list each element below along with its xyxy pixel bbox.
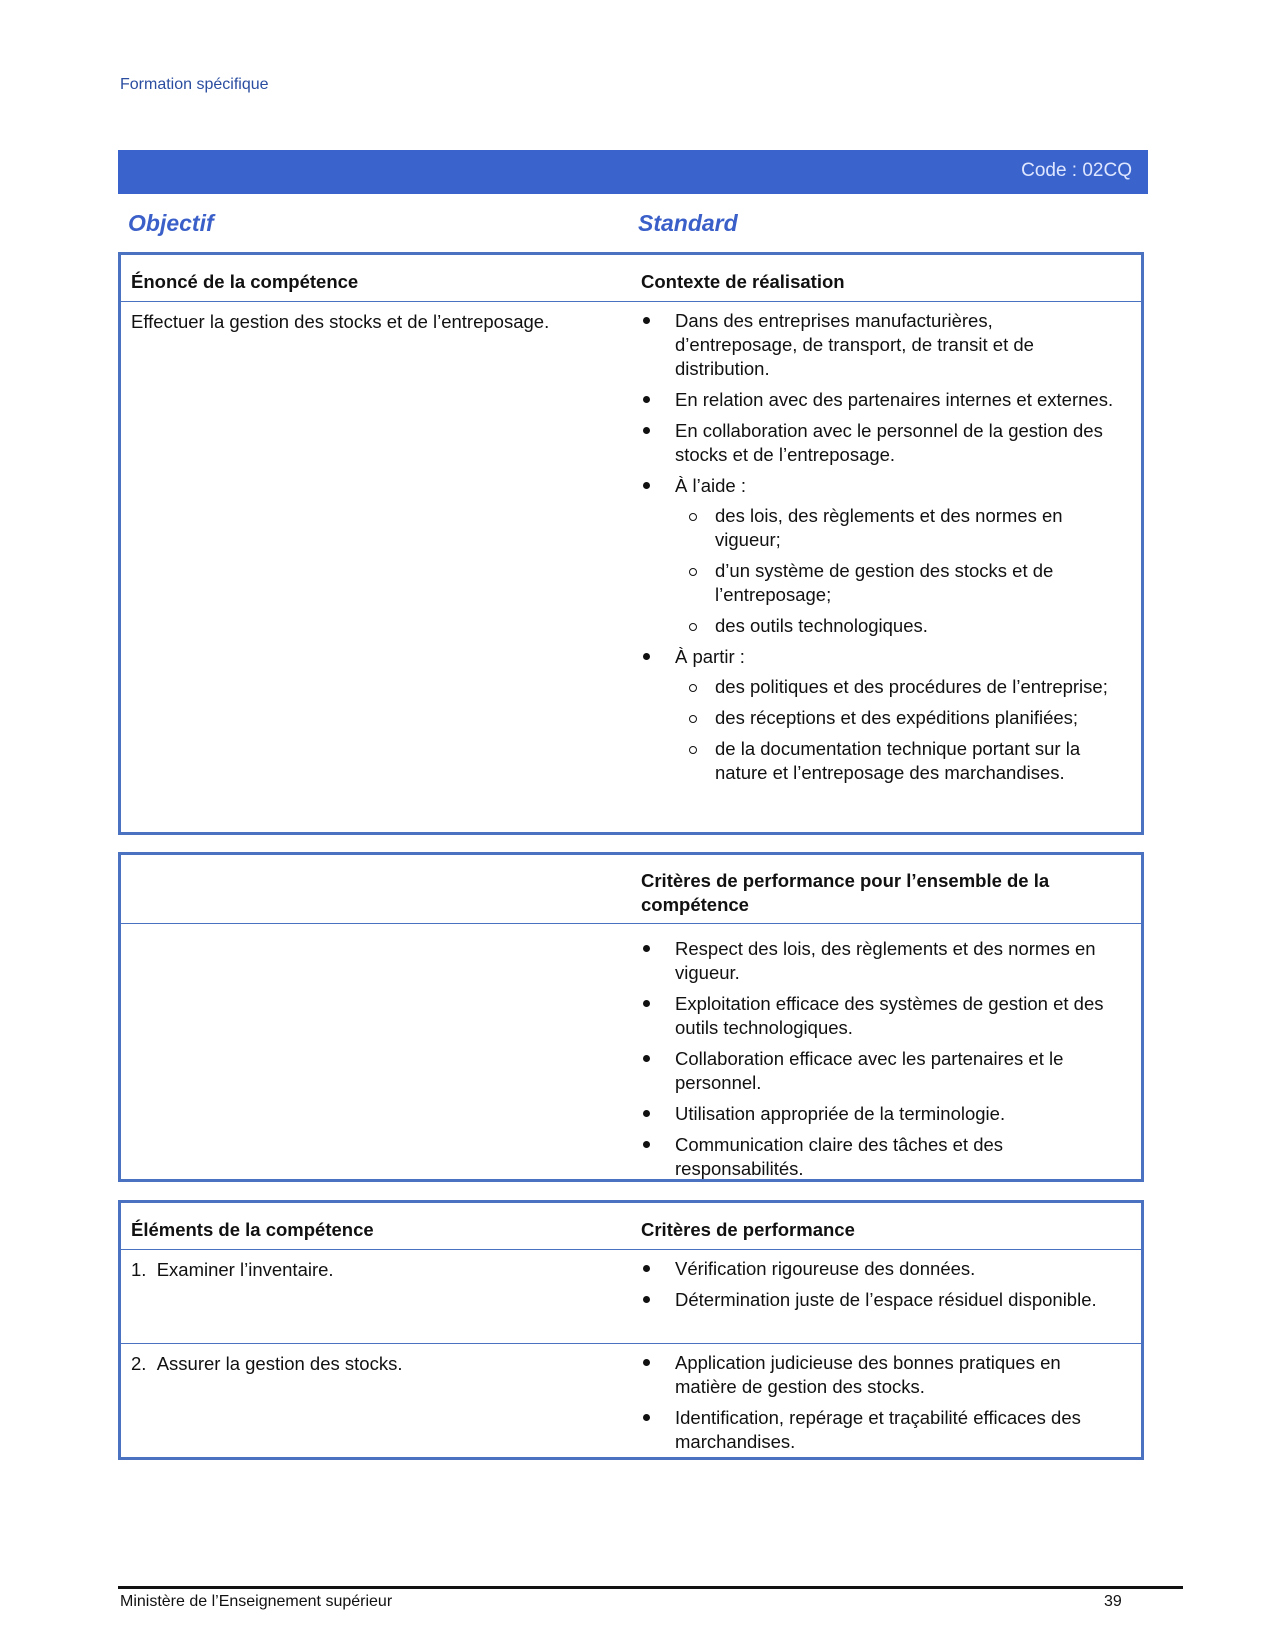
page-number: 39 (1104, 1593, 1122, 1610)
sublist-item: des réceptions et des expéditions planifiées; (675, 706, 1119, 730)
footer-ministry: Ministère de l’Enseignement supérieur (120, 1593, 393, 1610)
code-bar (118, 150, 1148, 194)
footer-rule (118, 1586, 1183, 1589)
enonce-heading: Énoncé de la compétence (131, 271, 359, 292)
contexte-heading: Contexte de réalisation (641, 271, 845, 292)
element-1: 1. Examiner l’inventaire. (131, 1259, 334, 1280)
element-2-criteria (641, 1351, 1119, 1461)
list-item: Communication claire des tâches et des responsabilités. (641, 1133, 1119, 1181)
competency-code: Code : 02CQ (1021, 160, 1132, 181)
element-1-criteria (641, 1257, 1119, 1319)
list-item: En relation avec des partenaires internes et externes. (641, 388, 1119, 412)
list-item: Exploitation efficace des systèmes de gestion et des outils technologiques. (641, 992, 1119, 1040)
running-header: Formation spécifique (120, 76, 269, 93)
global-criteria-table (118, 852, 1144, 1182)
list-item: Utilisation appropriée de la terminologie. (641, 1102, 1119, 1126)
competency-statement: Effectuer la gestion des stocks et de l’entreposage. (131, 311, 550, 332)
list-item: Détermination juste de l’espace résiduel disponible. (641, 1288, 1119, 1312)
criteres-heading: Critères de performance (641, 1219, 855, 1240)
list-item-label: À l’aide : (675, 475, 746, 496)
row-divider (121, 923, 1141, 924)
list-item: Respect des lois, des règlements et des normes en vigueur. (641, 937, 1119, 985)
list-item: Dans des entreprises manufacturières, d’entreposage, de transport, de transit et de distribution. (641, 309, 1119, 381)
row-divider (121, 301, 1141, 302)
global-criteria-heading: Critères de performance pour l’ensemble de la compétence (641, 870, 1050, 915)
objectif-heading: Objectif (128, 210, 214, 236)
list-item: Application judicieuse des bonnes pratiques en matière de gestion des stocks. (641, 1351, 1119, 1399)
list-item (641, 474, 1119, 638)
global-criteria-list (641, 937, 1119, 1188)
standard-heading: Standard (638, 210, 738, 236)
sublist-item: des politiques et des procédures de l’entreprise; (675, 675, 1119, 699)
elements-table (118, 1200, 1144, 1460)
partir-sublist (675, 675, 1119, 785)
context-list (641, 309, 1119, 792)
competency-statement-table (118, 252, 1144, 835)
elements-heading: Éléments de la compétence (131, 1219, 374, 1240)
sublist-item: des lois, des règlements et des normes en vigueur; (675, 504, 1119, 552)
row-divider (121, 1249, 1141, 1250)
list-item: Vérification rigoureuse des données. (641, 1257, 1119, 1281)
sublist-item: des outils technologiques. (675, 614, 1119, 638)
sublist-item: de la documentation technique portant sur la nature et l’entreposage des marchandises. (675, 737, 1119, 785)
list-item-label: À partir : (675, 646, 745, 667)
element-2: 2. Assurer la gestion des stocks. (131, 1353, 403, 1374)
sublist-item: d’un système de gestion des stocks et de l’entreposage; (675, 559, 1119, 607)
aide-sublist (675, 504, 1119, 638)
row-divider (121, 1343, 1141, 1344)
list-item: Collaboration efficace avec les partenaires et le personnel. (641, 1047, 1119, 1095)
list-item (641, 645, 1119, 785)
list-item: En collaboration avec le personnel de la gestion des stocks et de l’entreposage. (641, 419, 1119, 467)
list-item: Identification, repérage et traçabilité efficaces des marchandises. (641, 1406, 1119, 1454)
